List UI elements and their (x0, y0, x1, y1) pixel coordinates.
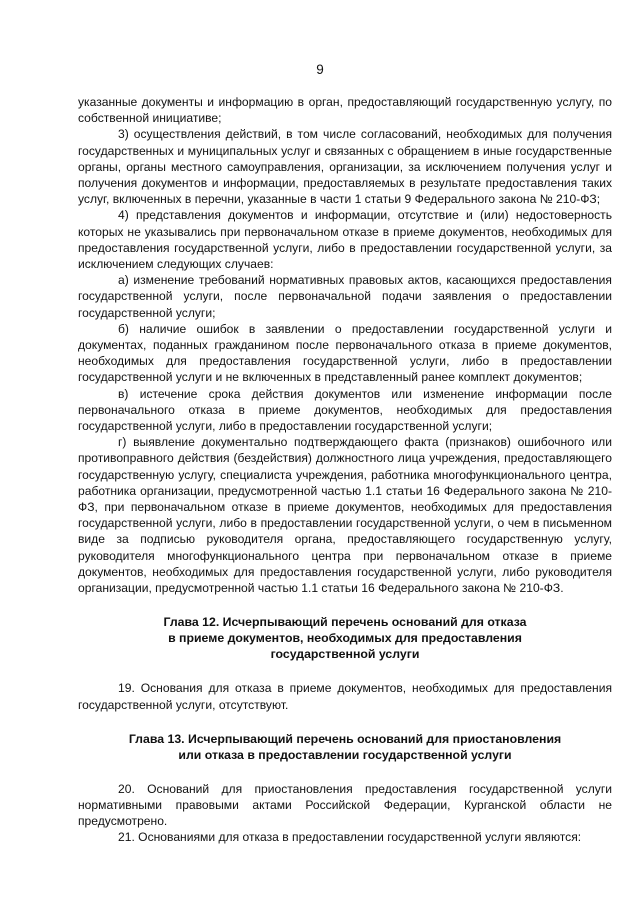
paragraph-21: 21. Основаниями для отказа в предоставлении государственной услуги являются: (118, 830, 582, 845)
paragraph-item-3: 3) осуществления действий, в том числе согласований, необходимых для получения государственных и муниципальных услуг и связанных с обращением в иные государственные органы, органы местного самоуправления, организации, за исключением получения услуг и получения документов и информации, предоставляемых в результате предоставления таких услуг, включенных в перечни, указанные в части 1 статьи 9 Федерального закона № 210-ФЗ; (78, 127, 612, 207)
paragraph-continuation: указанные документы и информацию в орган, предоставляющий государственную услугу, по собственной инициативе; (78, 95, 612, 126)
page-number: 9 (316, 62, 324, 77)
chapter-12-heading-line: государственной услуги (270, 647, 420, 662)
chapter-13-heading-line: или отказа в предоставлении государственной услуги (178, 747, 512, 762)
document-body (78, 94, 612, 846)
chapter-12-heading (78, 614, 612, 662)
paragraph-19: 19. Основания для отказа в приеме документов, необходимых для предоставления государственной услуги, отсутствуют. (78, 681, 612, 712)
chapter-13-heading (78, 731, 612, 763)
paragraph-subitem-v: в) истечение срока действия документов или изменение информации после первоначального отказа в приеме документов, необходимых для предоставления государственной услуги, либо в предоставлении государственной услуги; (78, 386, 612, 434)
chapter-12-heading-line: в приеме документов, необходимых для предоставления (168, 631, 522, 646)
paragraph-20: 20. Оснований для приостановления предоставления государственной услуги нормативными правовыми актами Российской Федерации, Курганской области не предусмотрено. (78, 781, 612, 829)
paragraph-subitem-a: а) изменение требований нормативных правовых актов, касающихся предоставления государственной услуги, после первоначальной подачи заявления о предоставлении государственной услуги; (78, 273, 612, 320)
chapter-13-heading-line: Глава 13. Исчерпывающий перечень оснований для приостановления (128, 731, 562, 746)
paragraph-item-4: 4) представления документов и информации, отсутствие и (или) недостоверность которых не указывались при первоначальном отказе в приеме документов, необходимых для предоставления государственной услуги, либо в предоставлении государственной услуги, за исключением следующих случаев: (78, 208, 612, 272)
paragraph-subitem-g: г) выявление документально подтверждающего факта (признаков) ошибочного или противоправного действия (бездействия) должностного лица учреждения, предоставляющего государственную услугу, специалиста учреждения, работника многофункционального центра, работника организации, предусмотренной частью 1.1 статьи 16 Федерального закона № 210-ФЗ, при первоначальном отказе в приеме документов, необходимых для предоставления государственной услуги, либо в предоставлении государственной услуги, о чем в письменном виде за подписью руководителя органа, предоставляющего государственную услугу, руководителя многофункционального центра при первоначальном отказе в приеме документов, необходимых для предоставления государственной услуги, либо руководителя организации, предусмотренной частью 1.1 статьи 16 Федерального закона № 210-ФЗ. (78, 435, 612, 596)
chapter-12-heading-line: Глава 12. Исчерпывающий перечень оснований для отказа (163, 615, 527, 630)
paragraph-subitem-b: б) наличие ошибок в заявлении о предоставлении государственной услуги и документах, поданных гражданином после первоначального отказа в приеме документов, необходимых для предоставления государственной услуги, либо в предоставлении государственной услуги и не включенных в представленный ранее комплект документов; (78, 321, 612, 385)
